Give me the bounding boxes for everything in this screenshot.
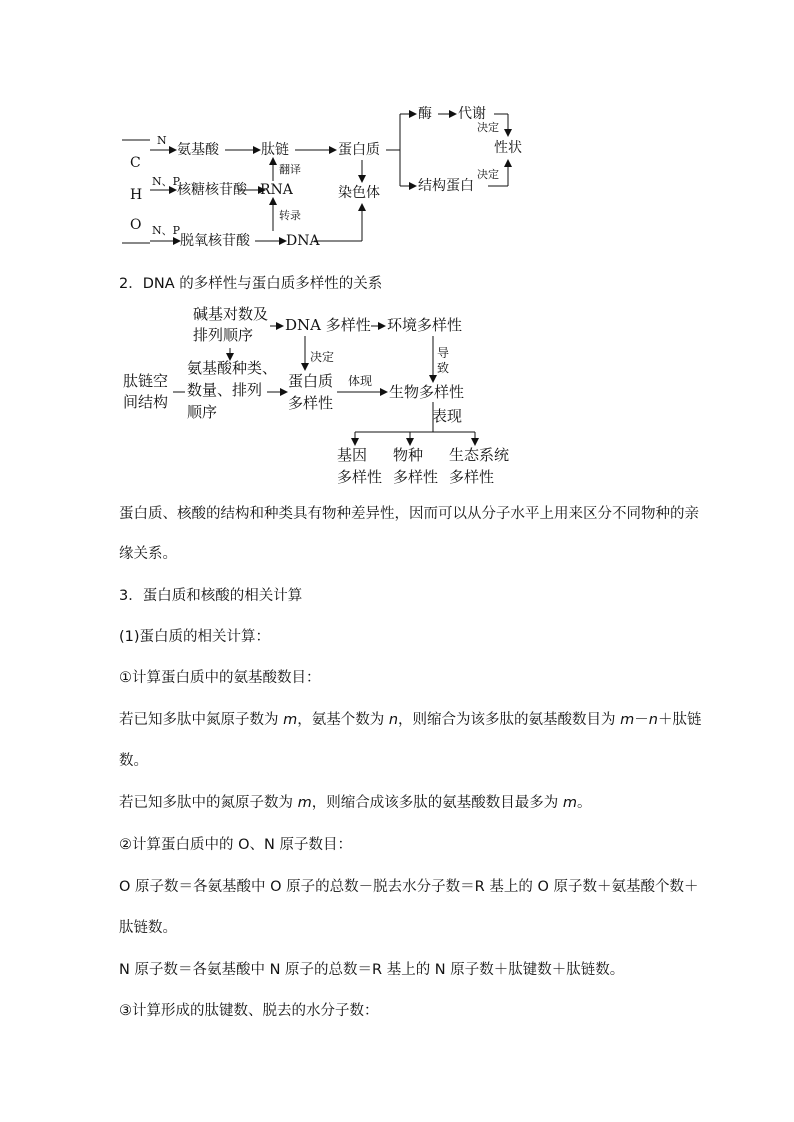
species-diversity-line1: 物种 bbox=[393, 446, 424, 464]
decide-label-2: 决定 bbox=[477, 168, 499, 181]
calc-2-heading: ②计算蛋白质中的 O、N 原子数目： bbox=[119, 837, 352, 853]
ecosystem-diversity-line1: 生态系统 bbox=[449, 446, 510, 464]
diagram-central-dogma bbox=[110, 98, 530, 258]
text-run: ＋肽链 bbox=[657, 712, 702, 728]
element-h: H bbox=[130, 187, 143, 203]
trait: 性状 bbox=[494, 140, 522, 156]
calc-1-line-a bbox=[119, 713, 701, 728]
calc-2-line-o-cont: 肽链数。 bbox=[119, 920, 177, 936]
peptide-chain: 肽链 bbox=[261, 142, 289, 158]
protein-diversity-line2: 多样性 bbox=[288, 394, 334, 412]
rna: RNA bbox=[260, 182, 293, 198]
protein: 蛋白质 bbox=[338, 142, 380, 158]
express-label: 表现 bbox=[432, 407, 463, 425]
ribonucleotide: 核糖核苷酸 bbox=[177, 182, 247, 198]
transcription-label: 转录 bbox=[279, 209, 301, 222]
np-label-2: N、P bbox=[152, 224, 181, 237]
base-pairs-line2: 排列顺序 bbox=[193, 326, 254, 344]
n-label: N bbox=[157, 134, 167, 147]
calc-1-line-b bbox=[119, 796, 591, 811]
element-o: O bbox=[130, 217, 142, 233]
subsection-protein-calc: (1)蛋白质的相关计算： bbox=[119, 629, 271, 645]
var-n: n bbox=[388, 712, 399, 728]
protein-diversity-line1: 蛋白质 bbox=[288, 372, 334, 390]
text-run: 。 bbox=[576, 795, 592, 811]
deoxyribonucleotide: 脱氧核苷酸 bbox=[180, 233, 250, 249]
decide-label: 决定 bbox=[310, 350, 335, 364]
calc-2-line-o: O 原子数＝各氨基酸中 O 原子的总数－脱去水分子数＝R 基上的 O 原子数＋氨基酸个数＋ bbox=[119, 879, 699, 895]
amino-acid-line3: 顺序 bbox=[187, 403, 218, 421]
var-n: n bbox=[648, 712, 658, 728]
var-m: m bbox=[297, 795, 312, 811]
embody-label: 体现 bbox=[348, 374, 373, 388]
text-run: ，氨基个数为 bbox=[297, 712, 389, 728]
dna: DNA bbox=[286, 233, 320, 249]
paragraph-species-difference-cont: 缘关系。 bbox=[119, 546, 177, 562]
amino-acid-line1: 氨基酸种类、 bbox=[187, 359, 278, 377]
section-3-title: 3．蛋白质和核酸的相关计算 bbox=[119, 588, 303, 604]
base-pairs-line1: 碱基对数及 bbox=[193, 305, 269, 323]
text-run: 若已知多肽中氮原子数为 bbox=[119, 712, 284, 728]
ecosystem-diversity-line2: 多样性 bbox=[449, 468, 495, 486]
amino-acid-line2: 数量、排列 bbox=[187, 381, 263, 399]
peptide-structure-line2: 间结构 bbox=[123, 393, 169, 411]
calc-1-heading: ①计算蛋白质中的氨基酸数目： bbox=[119, 670, 321, 686]
enzyme: 酶 bbox=[418, 106, 432, 122]
var-m: m bbox=[620, 712, 635, 728]
calc-1-line-a-cont: 数。 bbox=[119, 753, 148, 769]
calc-2-line-n: N 原子数＝各氨基酸中 N 原子的总数＝R 基上的 N 原子数＋肽键数＋肽链数。 bbox=[119, 962, 625, 978]
var-m: m bbox=[562, 795, 577, 811]
metabolism: 代谢 bbox=[458, 106, 486, 122]
translation-label: 翻译 bbox=[279, 163, 301, 176]
calc-3-heading: ③计算形成的肽键数、脱去的水分子数： bbox=[119, 1003, 379, 1019]
gene-diversity-line2: 多样性 bbox=[337, 468, 383, 486]
text-run: ，则缩合为该多肽的氨基酸数目为 bbox=[398, 712, 621, 728]
np-label-1: N、P bbox=[152, 175, 181, 188]
dna-diversity: DNA 多样性 bbox=[285, 316, 371, 334]
text-run: 若已知多肽中的氮原子数为 bbox=[119, 795, 298, 811]
text-run: ，则缩合成该多肽的氨基酸数目最多为 bbox=[311, 795, 563, 811]
amino-acid: 氨基酸 bbox=[177, 142, 219, 158]
environment-diversity: 环境多样性 bbox=[387, 316, 463, 334]
lead-label-1: 导 bbox=[437, 346, 450, 360]
gene-diversity-line1: 基因 bbox=[337, 446, 368, 464]
peptide-structure-line1: 肽链空 bbox=[123, 372, 169, 390]
diagram-diversity bbox=[115, 302, 515, 492]
paragraph-species-difference: 蛋白质、核酸的结构和种类具有物种差异性，因而可以从分子水平上用来区分不同物种的亲 bbox=[119, 506, 699, 522]
text-run: － bbox=[634, 712, 649, 728]
species-diversity-line2: 多样性 bbox=[393, 468, 439, 486]
biological-diversity: 生物多样性 bbox=[389, 383, 465, 401]
lead-label-2: 致 bbox=[437, 361, 450, 375]
section-2-title: 2．DNA 的多样性与蛋白质多样性的关系 bbox=[119, 276, 383, 292]
var-m: m bbox=[283, 712, 298, 728]
chromosome: 染色体 bbox=[338, 185, 380, 201]
decide-label-1: 决定 bbox=[477, 121, 499, 134]
element-c: C bbox=[130, 155, 141, 171]
structural-protein: 结构蛋白 bbox=[418, 178, 474, 194]
